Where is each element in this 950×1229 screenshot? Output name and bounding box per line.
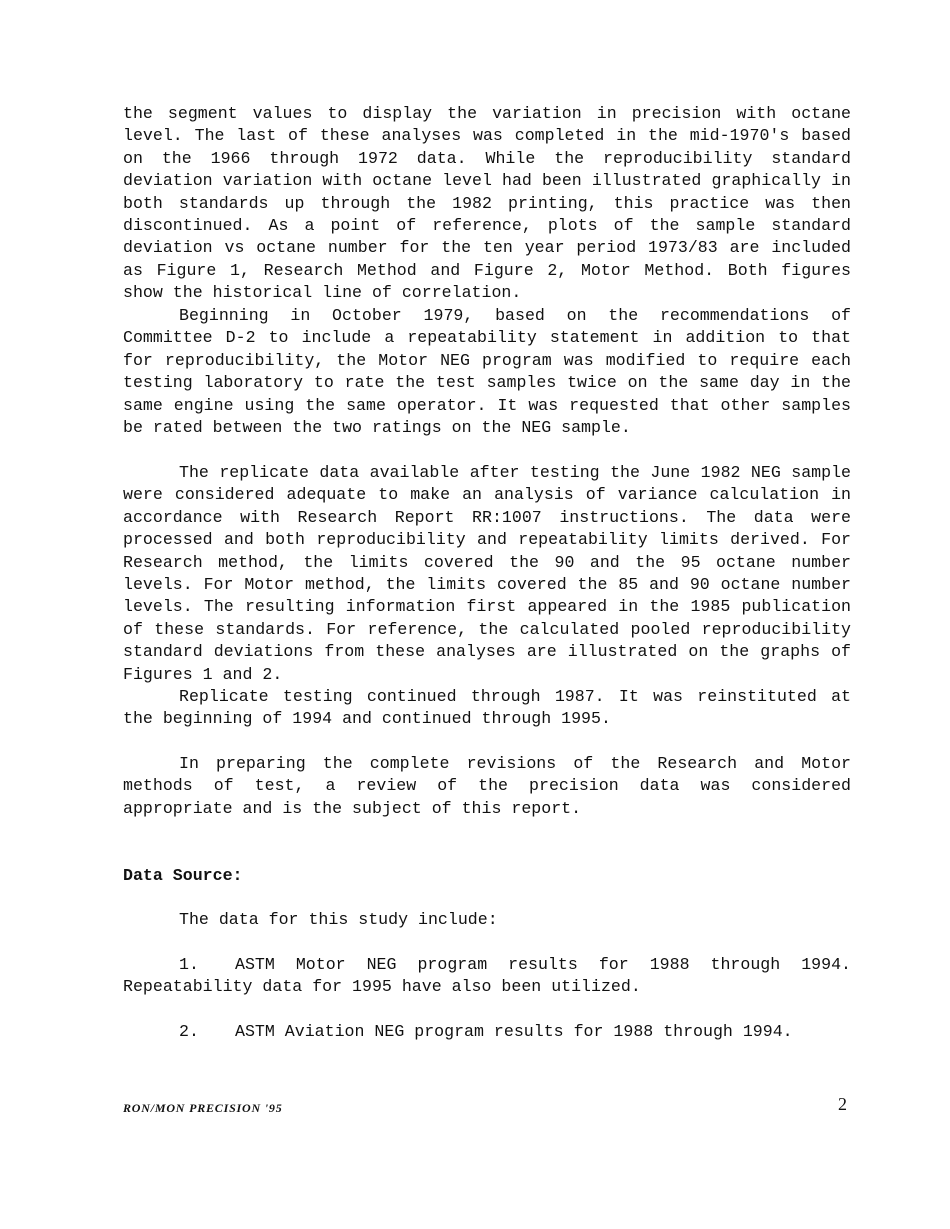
paragraph-review-purpose: In preparing the complete revisions of the Research and Motor methods of test, a review of the precision data was considered appropriate and is the subject of this report. xyxy=(123,754,851,818)
paragraph-repeatability-program: Beginning in October 1979, based on the recommendations of Committee D-2 to include a repeatability statement in addition to that for reproducibility, the Motor NEG program was modified to require each testing laboratory to rate the test samples twice on the same day in the same engine using the same operator. It was requested that other samples be rated between the two ratings on the NEG sample. xyxy=(123,306,851,438)
list-item-number: 2. xyxy=(179,1022,199,1041)
paragraph-replicate-testing: Replicate testing continued through 1987. It was reinstituted at the beginning of 1994 and continued through 1995. xyxy=(123,687,851,729)
section-heading-data-source: Data Source: xyxy=(123,866,243,885)
list-item xyxy=(123,1021,851,1043)
list-item-text: ASTM Aviation NEG program results for 1988 through 1994. xyxy=(235,1022,793,1041)
list-item xyxy=(123,954,851,999)
page-number: 2 xyxy=(838,1094,847,1114)
running-title: RON/MON PRECISION '95 xyxy=(123,1101,283,1115)
paragraph-replicate-data: The replicate data available after testing the June 1982 NEG sample were considered adequate to make an analysis of variance calculation in accordance with Research Report RR:1007 instructions. The data were processed and both reproducibility and repeatability limits derived. For Research method, the limits covered the 90 and the 95 octane number levels. For Motor method, the limits covered the 85 and 90 octane number levels. The resulting information first appeared in the 1985 publication of these standards. For reference, the calculated pooled reproducibility standard deviations from these analyses are illustrated on the graphs of Figures 1 and 2. xyxy=(123,463,851,684)
data-intro-line: The data for this study include: xyxy=(179,910,498,929)
list-item-number: 1. xyxy=(179,955,199,974)
list-item-text: ASTM Motor NEG program results for 1988 through 1994. Repeatability data for 1995 have also been utilized. xyxy=(123,955,851,997)
paragraph-precision-history: the segment values to display the variation in precision with octane level. The last of these analyses was completed in the mid-1970's based on the 1966 through 1972 data. While the reproducibility standard deviation variation with octane level had been illustrated graphically in both standards up through the 1982 printing, this practice was then discontinued. As a point of reference, plots of the sample standard deviation vs octane number for the ten year period 1973/83 are included as Figure 1, Research Method and Figure 2, Motor Method. Both figures show the historical line of correlation. xyxy=(123,104,851,303)
